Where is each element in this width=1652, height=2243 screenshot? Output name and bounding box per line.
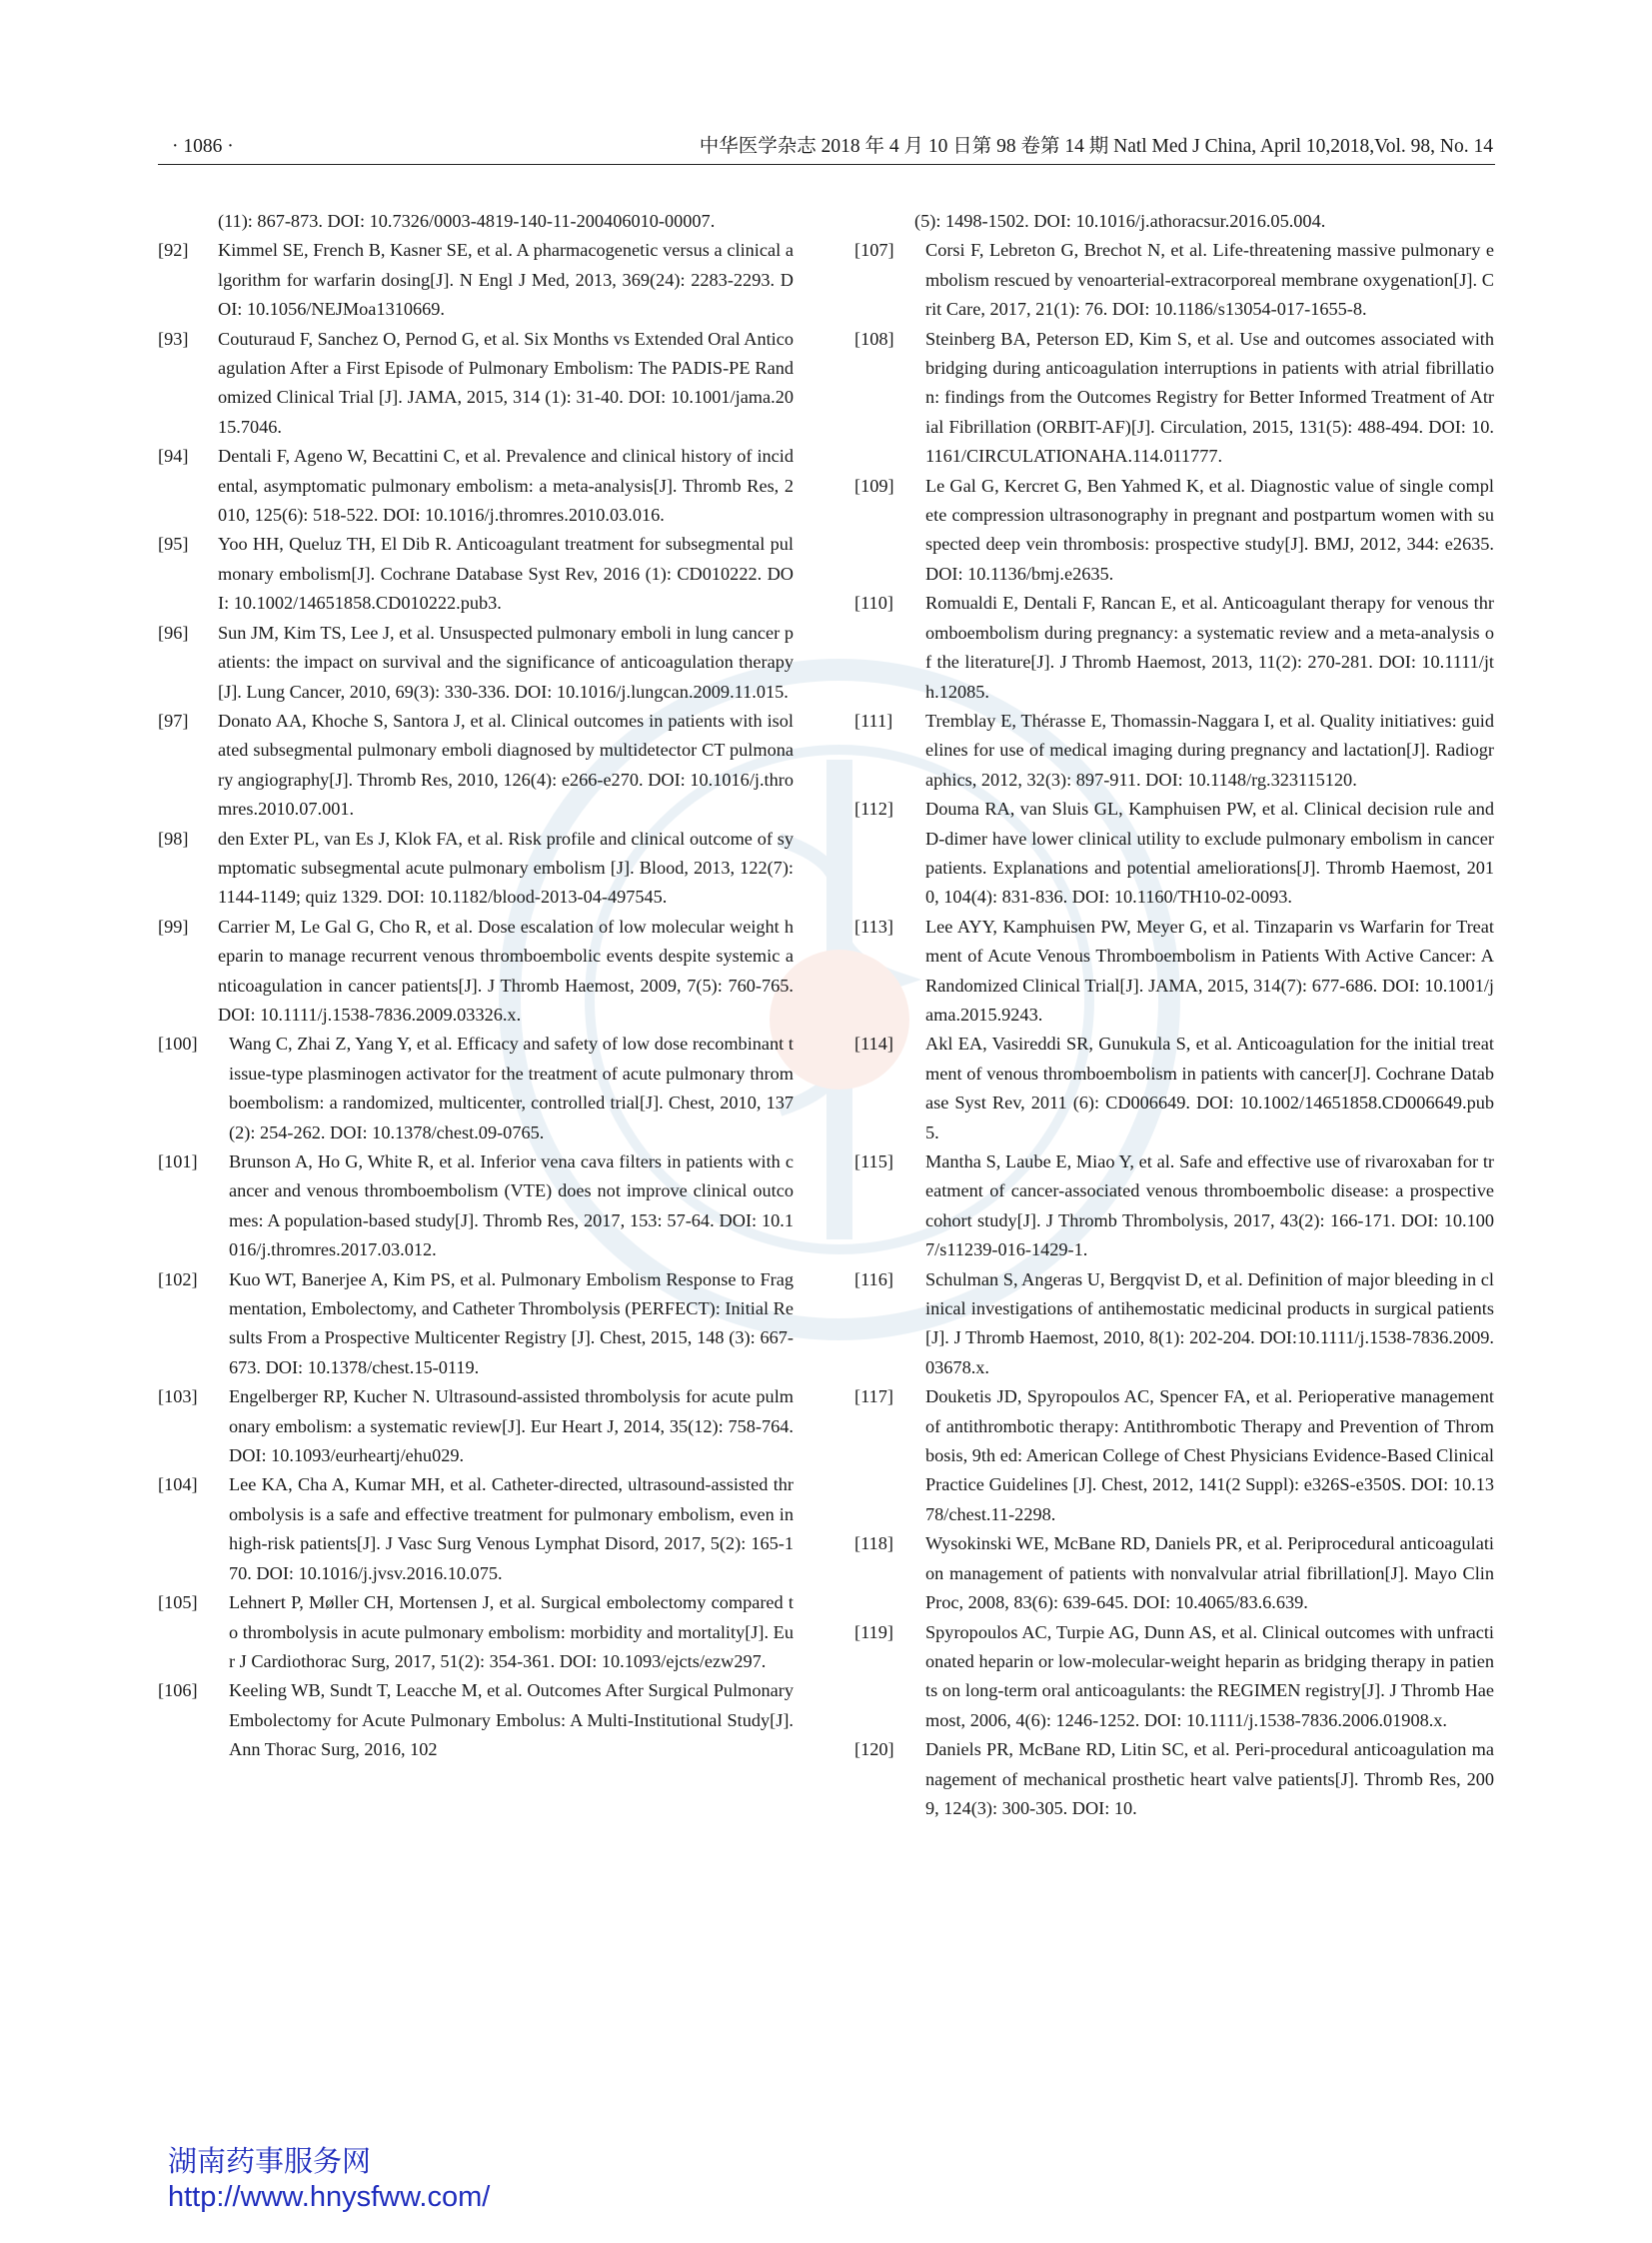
reference-text: Carrier M, Le Gal G, Cho R, et al. Dose escalation of low molecular weight heparin to manage recurrent venous thromboembolic events despite systemic anticoagulation in cancer patients[J]. J Thromb Haemost, 2009, 7(5): 760-765. DOI: 10.1111/j.1538-7836.2009.03326.x. <box>218 916 794 1025</box>
reference-number: [115] <box>854 1151 893 1171</box>
reference-number: [111] <box>854 710 893 731</box>
reference-number: [96] <box>158 622 189 643</box>
reference-text: Spyropoulos AC, Turpie AG, Dunn AS, et al. Clinical outcomes with unfractionated heparin or low-molecular-weight heparin as bridging therapy in patients on long-term oral anticoagulants: the REGIMEN registry[J]. J Thromb Haemost, 2006, 4(6): 1246-1252. DOI: 10.1111/j.1538-7836.2006.01908.x. <box>925 1621 1494 1730</box>
reference-number: [118] <box>854 1533 893 1554</box>
reference-item <box>854 325 1494 472</box>
reference-number: [106] <box>158 1680 198 1701</box>
reference-text: Keeling WB, Sundt T, Leacche M, et al. Outcomes After Surgical Pulmonary Embolectomy for Acute Pulmonary Embolus: A Multi-Institutional Study[J]. Ann Thorac Surg, 2016, 102 <box>229 1680 794 1760</box>
reference-item <box>158 1265 798 1383</box>
reference-item <box>158 1676 798 1764</box>
reference-number: [95] <box>158 534 189 555</box>
reference-text: Kimmel SE, French B, Kasner SE, et al. A pharmacogenetic versus a clinical algorithm for warfarin dosing[J]. N Engl J Med, 2013, 369(24): 2283-2293. DOI: 10.1056/NEJMoa1310669. <box>218 240 794 320</box>
reference-item <box>158 1470 798 1588</box>
reference-text: Daniels PR, McBane RD, Litin SC, et al. Peri-procedural anticoagulation management of mechanical prosthetic heart valve patients[J]. Thromb Res, 2009, 124(3): 300-305. DOI: 10. <box>925 1739 1494 1818</box>
reference-number: [113] <box>854 916 893 937</box>
reference-item <box>854 589 1494 707</box>
reference-item <box>854 472 1494 590</box>
reference-item <box>854 1618 1494 1736</box>
reference-text: Kuo WT, Banerjee A, Kim PS, et al. Pulmonary Embolism Response to Fragmentation, Embolectomy, and Catheter Thrombolysis (PERFECT): Initial Results From a Prospective Multicenter Registry [J]. Chest, 2015, 148 (3): 667-673. DOI: 10.1378/chest.15-0119. <box>229 1268 794 1377</box>
reference-text: Couturaud F, Sanchez O, Pernod G, et al. Six Months vs Extended Oral Anticoagulation After a First Episode of Pulmonary Embolism: The PADIS-PE Randomized Clinical Trial [J]. JAMA, 2015, 314 (1): 31-40. DOI: 10.1001/jama.2015.7046. <box>218 328 794 437</box>
reference-item <box>158 530 798 618</box>
site-name: 湖南药事服务网 <box>168 2144 372 2178</box>
reference-text: Douketis JD, Spyropoulos AC, Spencer FA, et al. Perioperative management of antithrombotic therapy: Antithrombotic Therapy and Prevention of Thrombosis, 9th ed: American College of Chest Physicians Evidence-Based Clinical Practice Guidelines [J]. Chest, 2012, 141(2 Suppl): e326S-e350S. DOI: 10.1378/chest.11-2298. <box>925 1386 1494 1524</box>
page-number: · 1086 · <box>172 136 234 157</box>
reference-text: Douma RA, van Sluis GL, Kamphuisen PW, et al. Clinical decision rule and D-dimer have lower clinical utility to exclude pulmonary embolism in cancer patients. Explanations and potential ameliorations[J]. Thromb Haemost, 2010, 104(4): 831-836. DOI: 10.1160/TH10-02-0093. <box>925 799 1494 908</box>
reference-text: Wysokinski WE, McBane RD, Daniels PR, et al. Periprocedural anticoagulation management of patients with nonvalvular atrial fibrillation[J]. Mayo Clin Proc, 2008, 83(6): 639-645. DOI: 10.4065/83.6.639. <box>925 1533 1494 1613</box>
journal-citation: 中华医学杂志 2018 年 4 月 10 日第 98 卷第 14 期 Natl Med J China, April 10,2018,Vol. 98, No. 14 <box>699 136 1493 157</box>
reference-text: Lee KA, Cha A, Kumar MH, et al. Catheter-directed, ultrasound-assisted thrombolysis is a safe and effective treatment for pulmonary embolism, even in high-risk patients[J]. J Vasc Surg Venous Lymphat Disord, 2017, 5(2): 165-170. DOI: 10.1016/j.jvsv.2016.10.075. <box>229 1474 794 1583</box>
reference-text: Wang C, Zhai Z, Yang Y, et al. Efficacy and safety of low dose recombinant tissue-type plasminogen activator for the treatment of acute pulmonary thromboembolism: a randomized, multicenter, controlled trial[J]. Chest, 2010, 137(2): 254-262. DOI: 10.1378/chest.09-0765. <box>229 1034 794 1142</box>
reference-item <box>854 707 1494 795</box>
reference-number: [105] <box>158 1592 198 1613</box>
site-url-link[interactable]: http://www.hnysfww.com/ <box>168 2181 491 2213</box>
reference-item <box>854 1030 1494 1147</box>
reference-item <box>854 1735 1494 1823</box>
reference-number: [114] <box>854 1034 893 1055</box>
reference-text: Lehnert P, Møller CH, Mortensen J, et al. Surgical embolectomy compared to thrombolysis in acute pulmonary embolism: morbidity and mortality[J]. Eur J Cardiothorac Surg, 2017, 51(2): 354-361. DOI: 10.1093/ejcts/ezw297. <box>229 1592 794 1671</box>
reference-number: [117] <box>854 1386 893 1407</box>
reference-number: [99] <box>158 916 189 937</box>
reference-text: Donato AA, Khoche S, Santora J, et al. Clinical outcomes in patients with isolated subsegmental pulmonary emboli diagnosed by multidetector CT pulmonary angiography[J]. Thromb Res, 2010, 126(4): e266-e270. DOI: 10.1016/j.thromres.2010.07.001. <box>218 710 794 820</box>
reference-number: [108] <box>854 328 894 349</box>
reference-item <box>854 1265 1494 1383</box>
reference-number: [107] <box>854 240 894 261</box>
reference-item <box>854 795 1494 913</box>
reference-item <box>158 1030 798 1147</box>
reference-number: [102] <box>158 1268 198 1289</box>
reference-item <box>158 1588 798 1676</box>
reference-item <box>854 1529 1494 1617</box>
reference-text: Engelberger RP, Kucher N. Ultrasound-assisted thrombolysis for acute pulmonary embolism: a systematic review[J]. Eur Heart J, 2014, 35(12): 758-764. DOI: 10.1093/eurheartj/ehu029. <box>229 1386 794 1466</box>
reference-item <box>854 1147 1494 1265</box>
reference-text: Romualdi E, Dentali F, Rancan E, et al. Anticoagulant therapy for venous thromboembolism during pregnancy: a systematic review and a meta-analysis of the literature[J]. J Thromb Haemost, 2013, 11(2): 270-281. DOI: 10.1111/jth.12085. <box>925 593 1494 702</box>
running-header <box>158 134 1495 165</box>
reference-text: Tremblay E, Thérasse E, Thomassin-Naggara I, et al. Quality initiatives: guidelines for use of medical imaging during pregnancy and lactation[J]. Radiographics, 2012, 32(3): 897-911. DOI: 10.1148/rg.323115120. <box>925 710 1494 790</box>
reference-item <box>158 707 798 825</box>
right-column <box>854 207 1494 1823</box>
reference-item <box>854 1382 1494 1529</box>
reference-number: [98] <box>158 828 189 849</box>
reference-number: [119] <box>854 1621 893 1642</box>
reference-number: [101] <box>158 1151 198 1171</box>
reference-text: Mantha S, Laube E, Miao Y, et al. Safe and effective use of rivaroxaban for treatment of cancer-associated venous thromboembolic disease: a prospective cohort study[J]. J Thromb Thrombolysis, 2017, 43(2): 166-171. DOI: 10.1007/s11239-016-1429-1. <box>925 1151 1494 1260</box>
reference-text: Lee AYY, Kamphuisen PW, Meyer G, et al. Tinzaparin vs Warfarin for Treatment of Acute Venous Thromboembolism in Patients With Active Cancer: A Randomized Clinical Trial[J]. JAMA, 2015, 314(7): 677-686. DOI: 10.1001/jama.2015.9243. <box>925 916 1494 1025</box>
reference-number: [112] <box>854 799 893 820</box>
reference-number: [109] <box>854 475 894 496</box>
reference-continuation: (11): 867-873. DOI: 10.7326/0003-4819-140-11-200406010-00007. <box>218 211 716 231</box>
reference-number: [92] <box>158 240 189 261</box>
reference-item <box>854 913 1494 1031</box>
reference-number: [116] <box>854 1268 893 1289</box>
left-column <box>158 207 798 1765</box>
reference-text: Corsi F, Lebreton G, Brechot N, et al. Life-threatening massive pulmonary embolism rescued by venoarterial-extracorporeal membrane oxygenation[J]. Crit Care, 2017, 21(1): 76. DOI: 10.1186/s13054-017-1655-8. <box>925 240 1494 320</box>
reference-number: [120] <box>854 1739 894 1760</box>
reference-text: Steinberg BA, Peterson ED, Kim S, et al. Use and outcomes associated with bridging during anticoagulation interruptions in patients with atrial fibrillation: findings from the Outcomes Registry for Better Informed Treatment of Atrial Fibrillation (ORBIT-AF)[J]. Circulation, 2015, 131(5): 488-494. DOI: 10.1161/CIRCULATIONAHA.114.011777. <box>925 328 1494 467</box>
reference-item <box>158 825 798 913</box>
reference-text: Sun JM, Kim TS, Lee J, et al. Unsuspected pulmonary emboli in lung cancer patients: the impact on survival and the significance of anticoagulation therapy[J]. Lung Cancer, 2010, 69(3): 330-336. DOI: 10.1016/j.lungcan.2009.11.015. <box>218 622 794 702</box>
reference-text: Le Gal G, Kercret G, Ben Yahmed K, et al. Diagnostic value of single complete compression ultrasonography in pregnant and postpartum women with suspected deep vein thrombosis: prospective study[J]. BMJ, 2012, 344: e2635. DOI: 10.1136/bmj.e2635. <box>925 475 1494 584</box>
reference-item <box>158 325 798 443</box>
reference-number: [94] <box>158 446 189 467</box>
reference-text: Dentali F, Ageno W, Becattini C, et al. Prevalence and clinical history of incidental, asymptomatic pulmonary embolism: a meta-analysis[J]. Thromb Res, 2010, 125(6): 518-522. DOI: 10.1016/j.thromres.2010.03.016. <box>218 446 794 526</box>
reference-item <box>158 913 798 1031</box>
reference-text: den Exter PL, van Es J, Klok FA, et al. Risk profile and clinical outcome of symptomatic subsegmental acute pulmonary embolism [J]. Blood, 2013, 122(7): 1144-1149; quiz 1329. DOI: 10.1182/blood-2013-04-497545. <box>218 828 794 908</box>
reference-number: [110] <box>854 593 893 614</box>
reference-text: Schulman S, Angeras U, Bergqvist D, et al. Definition of major bleeding in clinical investigations of antihemostatic medicinal products in surgical patients[J]. J Thromb Haemost, 2010, 8(1): 202-204. DOI:10.1111/j.1538-7836.2009.03678.x. <box>925 1268 1494 1377</box>
reference-text: Akl EA, Vasireddi SR, Gunukula S, et al. Anticoagulation for the initial treatment of venous thromboembolism in patients with cancer[J]. Cochrane Database Syst Rev, 2011 (6): CD006649. DOI: 10.1002/14651858.CD006649.pub5. <box>925 1034 1494 1142</box>
reference-number: [104] <box>158 1474 198 1495</box>
reference-item <box>854 236 1494 324</box>
reference-item <box>158 236 798 324</box>
reference-text: Brunson A, Ho G, White R, et al. Inferior vena cava filters in patients with cancer and venous thromboembolism (VTE) does not improve clinical outcomes: A population-based study[J]. Thromb Res, 2017, 153: 57-64. DOI: 10.1016/j.thromres.2017.03.012. <box>229 1151 794 1260</box>
reference-continuation: (5): 1498-1502. DOI: 10.1016/j.athoracsur.2016.05.004. <box>914 211 1326 231</box>
reference-number: [103] <box>158 1386 198 1407</box>
reference-item <box>158 442 798 530</box>
reference-item <box>158 619 798 707</box>
reference-number: [93] <box>158 328 189 349</box>
reference-item <box>158 1147 798 1265</box>
reference-text: Yoo HH, Queluz TH, El Dib R. Anticoagulant treatment for subsegmental pulmonary embolism[J]. Cochrane Database Syst Rev, 2016 (1): CD010222. DOI: 10.1002/14651858.CD010222.pub3. <box>218 534 794 614</box>
reference-number: [97] <box>158 710 189 731</box>
reference-number: [100] <box>158 1034 198 1055</box>
reference-item <box>158 1382 798 1470</box>
